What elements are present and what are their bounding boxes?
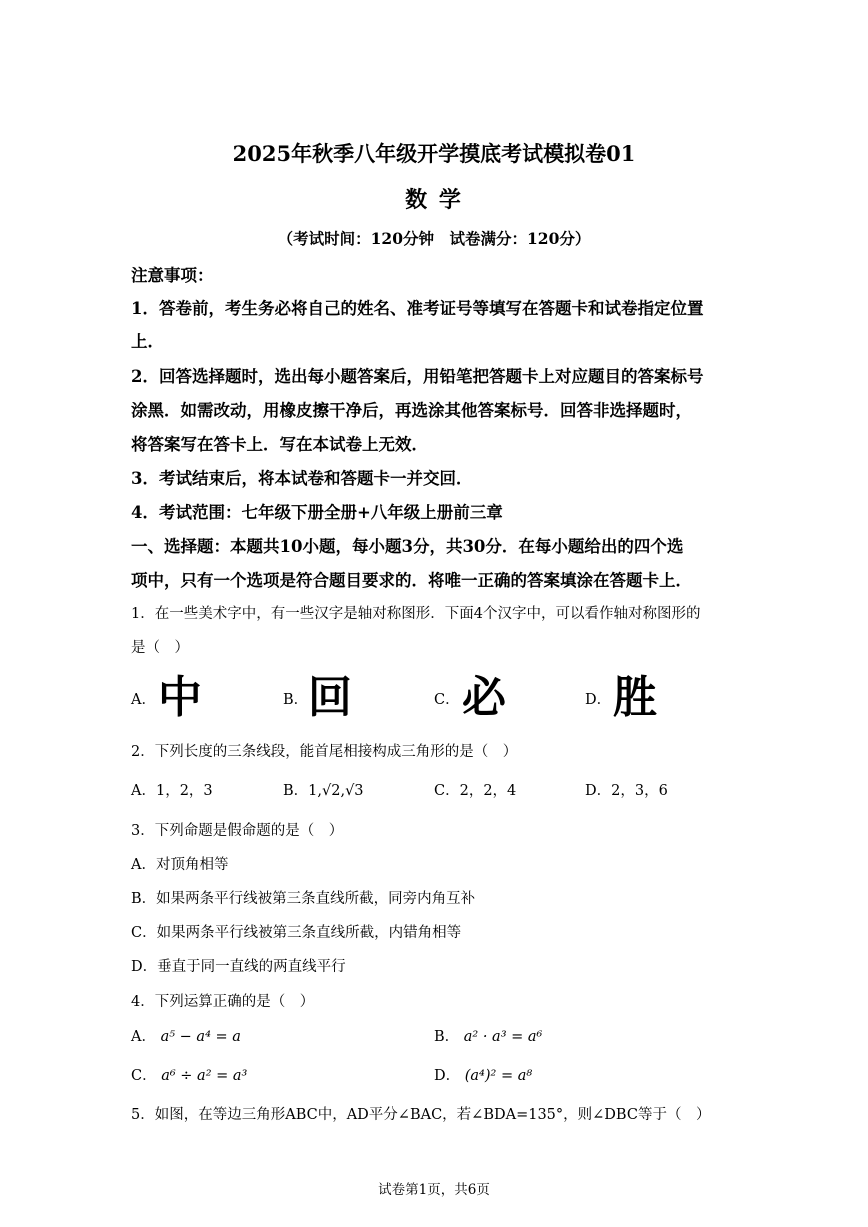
notice-item: 1．答卷前，考生务必将自己的姓名、准考证号等填写在答题卡和试卷指定位置 xyxy=(131,299,704,318)
notice-item: 将答案写在答卡上．写在本试卷上无效． xyxy=(131,435,428,454)
option-label: D． xyxy=(434,1068,461,1084)
exam-info: （考试时间：120分钟 试卷满分：120分） xyxy=(277,229,591,248)
option-label: C． xyxy=(131,1068,157,1084)
option-expression: a⁵ − a⁴ = a xyxy=(160,1029,241,1045)
notice-item: 上． xyxy=(131,332,164,351)
question-3-option-d: D．垂直于同一直线的两直线平行 xyxy=(131,959,346,975)
question-2-option-b: B．1,√2,√3 xyxy=(283,783,364,799)
question-2-stem: 2．下列长度的三条线段，能首尾相接构成三角形的是（ ） xyxy=(131,744,518,760)
option-c-glyph: 必 xyxy=(462,672,506,723)
page-footer: 试卷第1页，共6页 xyxy=(378,1182,490,1198)
section-heading: 一、选择题：本题共10小题，每小题3分，共30分．在每小题给出的四个选 xyxy=(131,537,684,556)
question-1-stem: 是（ ） xyxy=(131,640,189,656)
notice-item: 涂黑．如需改动，用橡皮擦干净后，再选涂其他答案标号．回答非选择题时， xyxy=(131,401,692,420)
question-1-stem: 1．在一些美术字中，有一些汉字是轴对称图形．下面4个汉字中，可以看作轴对称图形的 xyxy=(131,606,701,622)
option-c-label: C． xyxy=(434,692,460,708)
question-4-option-d xyxy=(434,1064,532,1085)
option-b-label: B． xyxy=(283,692,309,708)
option-d-label: D． xyxy=(585,692,612,708)
question-3-option-b: B．如果两条平行线被第三条直线所截，同旁内角互补 xyxy=(131,891,476,907)
option-label: B． xyxy=(434,1029,460,1045)
exam-title: 2025年秋季八年级开学摸底考试模拟卷01 xyxy=(232,141,636,166)
notice-item: 2．回答选择题时，选出每小题答案后，用铅笔把答题卡上对应题目的答案标号 xyxy=(131,367,704,386)
question-4-option-a xyxy=(131,1025,241,1046)
option-expression: a² · a³ = a⁶ xyxy=(463,1029,543,1045)
question-3-option-a: A．对顶角相等 xyxy=(131,857,229,873)
option-label: A． xyxy=(131,1029,156,1045)
option-expression: a⁶ ÷ a² = a³ xyxy=(161,1068,248,1084)
subject-title: 数 学 xyxy=(405,187,463,213)
option-a-label: A． xyxy=(131,692,156,708)
notice-item: 4．考试范围：七年级下册全册+八年级上册前三章 xyxy=(131,503,503,522)
question-2-option-a: A．1，2，3 xyxy=(131,783,213,799)
question-4-option-b xyxy=(434,1025,542,1046)
notice-item: 3．考试结束后，将本试卷和答题卡一并交回． xyxy=(131,469,473,488)
notice-heading: 注意事项： xyxy=(131,266,214,285)
question-5-stem: 5．如图，在等边三角形ABC中，AD平分∠BAC，若∠BDA=135°，则∠DBC等于（ ） xyxy=(131,1107,711,1123)
option-b-glyph: 回 xyxy=(308,672,352,723)
question-4-stem: 4．下列运算正确的是（ ） xyxy=(131,994,315,1010)
option-a-glyph: 中 xyxy=(158,672,202,723)
option-d-glyph: 胜 xyxy=(613,672,657,723)
question-4-option-c xyxy=(131,1064,247,1085)
question-2-option-c: C．2，2，4 xyxy=(434,783,517,799)
question-2-option-d: D．2，3，6 xyxy=(585,783,668,799)
question-3-option-c: C．如果两条平行线被第三条直线所截，内错角相等 xyxy=(131,925,462,941)
option-expression: (a⁴)² = a⁸ xyxy=(464,1068,533,1084)
section-heading: 项中，只有一个选项是符合题目要求的．将唯一正确的答案填涂在答题卡上． xyxy=(131,571,692,590)
question-3-stem: 3．下列命题是假命题的是（ ） xyxy=(131,823,344,839)
